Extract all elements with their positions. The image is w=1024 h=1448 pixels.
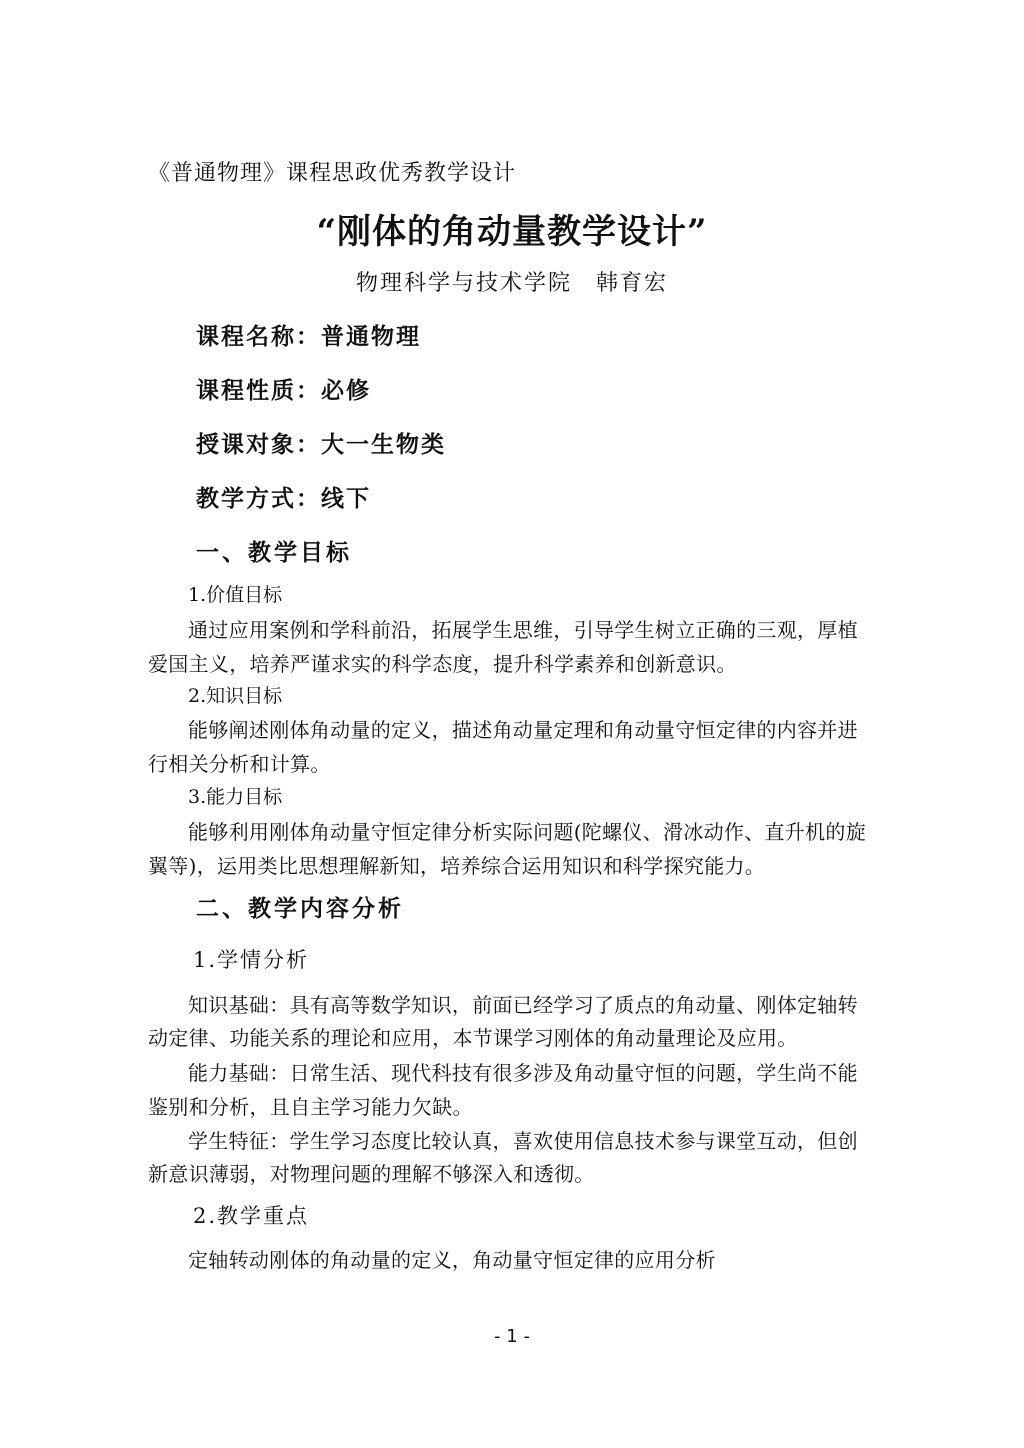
paragraph-line: 新意识薄弱，对物理问题的理解不够深入和透彻。 [148, 1162, 595, 1186]
paragraph-line: 能够阐述刚体角动量的定义，描述角动量定理和角动量守恒定律的内容并进 [188, 718, 858, 742]
document-title: “刚体的角动量教学设计” [316, 212, 708, 252]
paragraph-line: 定轴转动刚体的角动量的定义，角动量守恒定律的应用分析 [188, 1248, 716, 1272]
learning-analysis-title: 1.学情分析 [193, 948, 310, 972]
paragraph-line: 知识基础：具有高等数学知识，前面已经学习了质点的角动量、刚体定轴转 [188, 993, 858, 1017]
paragraph-line: 翼等)，运用类比思想理解新知，培养综合运用知识和科学探究能力。 [148, 854, 766, 878]
author-line: 物理科学与技术学院 韩育宏 [355, 271, 668, 296]
course-nature: 课程性质：必修 [196, 377, 371, 404]
series-title: 《普通物理》课程思政优秀教学设计 [148, 161, 517, 186]
value-goal-title: 1.价值目标 [188, 584, 283, 606]
knowledge-goal-title: 2.知识目标 [188, 685, 283, 707]
paragraph-line: 爱国主义，培养严谨求实的科学态度，提升科学素养和创新意识。 [148, 652, 737, 676]
page-number: - 1 - [494, 1326, 530, 1347]
course-audience: 授课对象：大一生物类 [196, 431, 446, 458]
paragraph-line: 行相关分析和计算。 [148, 752, 331, 776]
paragraph-line: 学生特征：学生学习态度比较认真，喜欢使用信息技术参与课堂互动，但创 [188, 1129, 858, 1153]
course-name: 课程名称：普通物理 [196, 323, 421, 350]
course-method: 教学方式：线下 [196, 485, 371, 512]
paragraph-line: 动定律、功能关系的理论和应用，本节课学习刚体的角动量理论及应用。 [148, 1026, 798, 1050]
ability-goal-title: 3.能力目标 [188, 786, 283, 808]
paragraph-line: 通过应用案例和学科前沿，拓展学生思维，引导学生树立正确的三观，厚植 [188, 618, 858, 642]
section-heading-content-analysis: 二、教学内容分析 [196, 895, 404, 922]
section-heading-teaching-goals: 一、教学目标 [196, 539, 352, 566]
paragraph-line: 能力基础：日常生活、现代科技有很多涉及角动量守恒的问题，学生尚不能 [188, 1061, 858, 1085]
paragraph-line: 能够利用刚体角动量守恒定律分析实际问题(陀螺仪、滑冰动作、直升机的旋 [188, 820, 867, 844]
key-points-title: 2.教学重点 [193, 1204, 310, 1228]
paragraph-line: 鉴别和分析，且自主学习能力欠缺。 [148, 1095, 473, 1119]
